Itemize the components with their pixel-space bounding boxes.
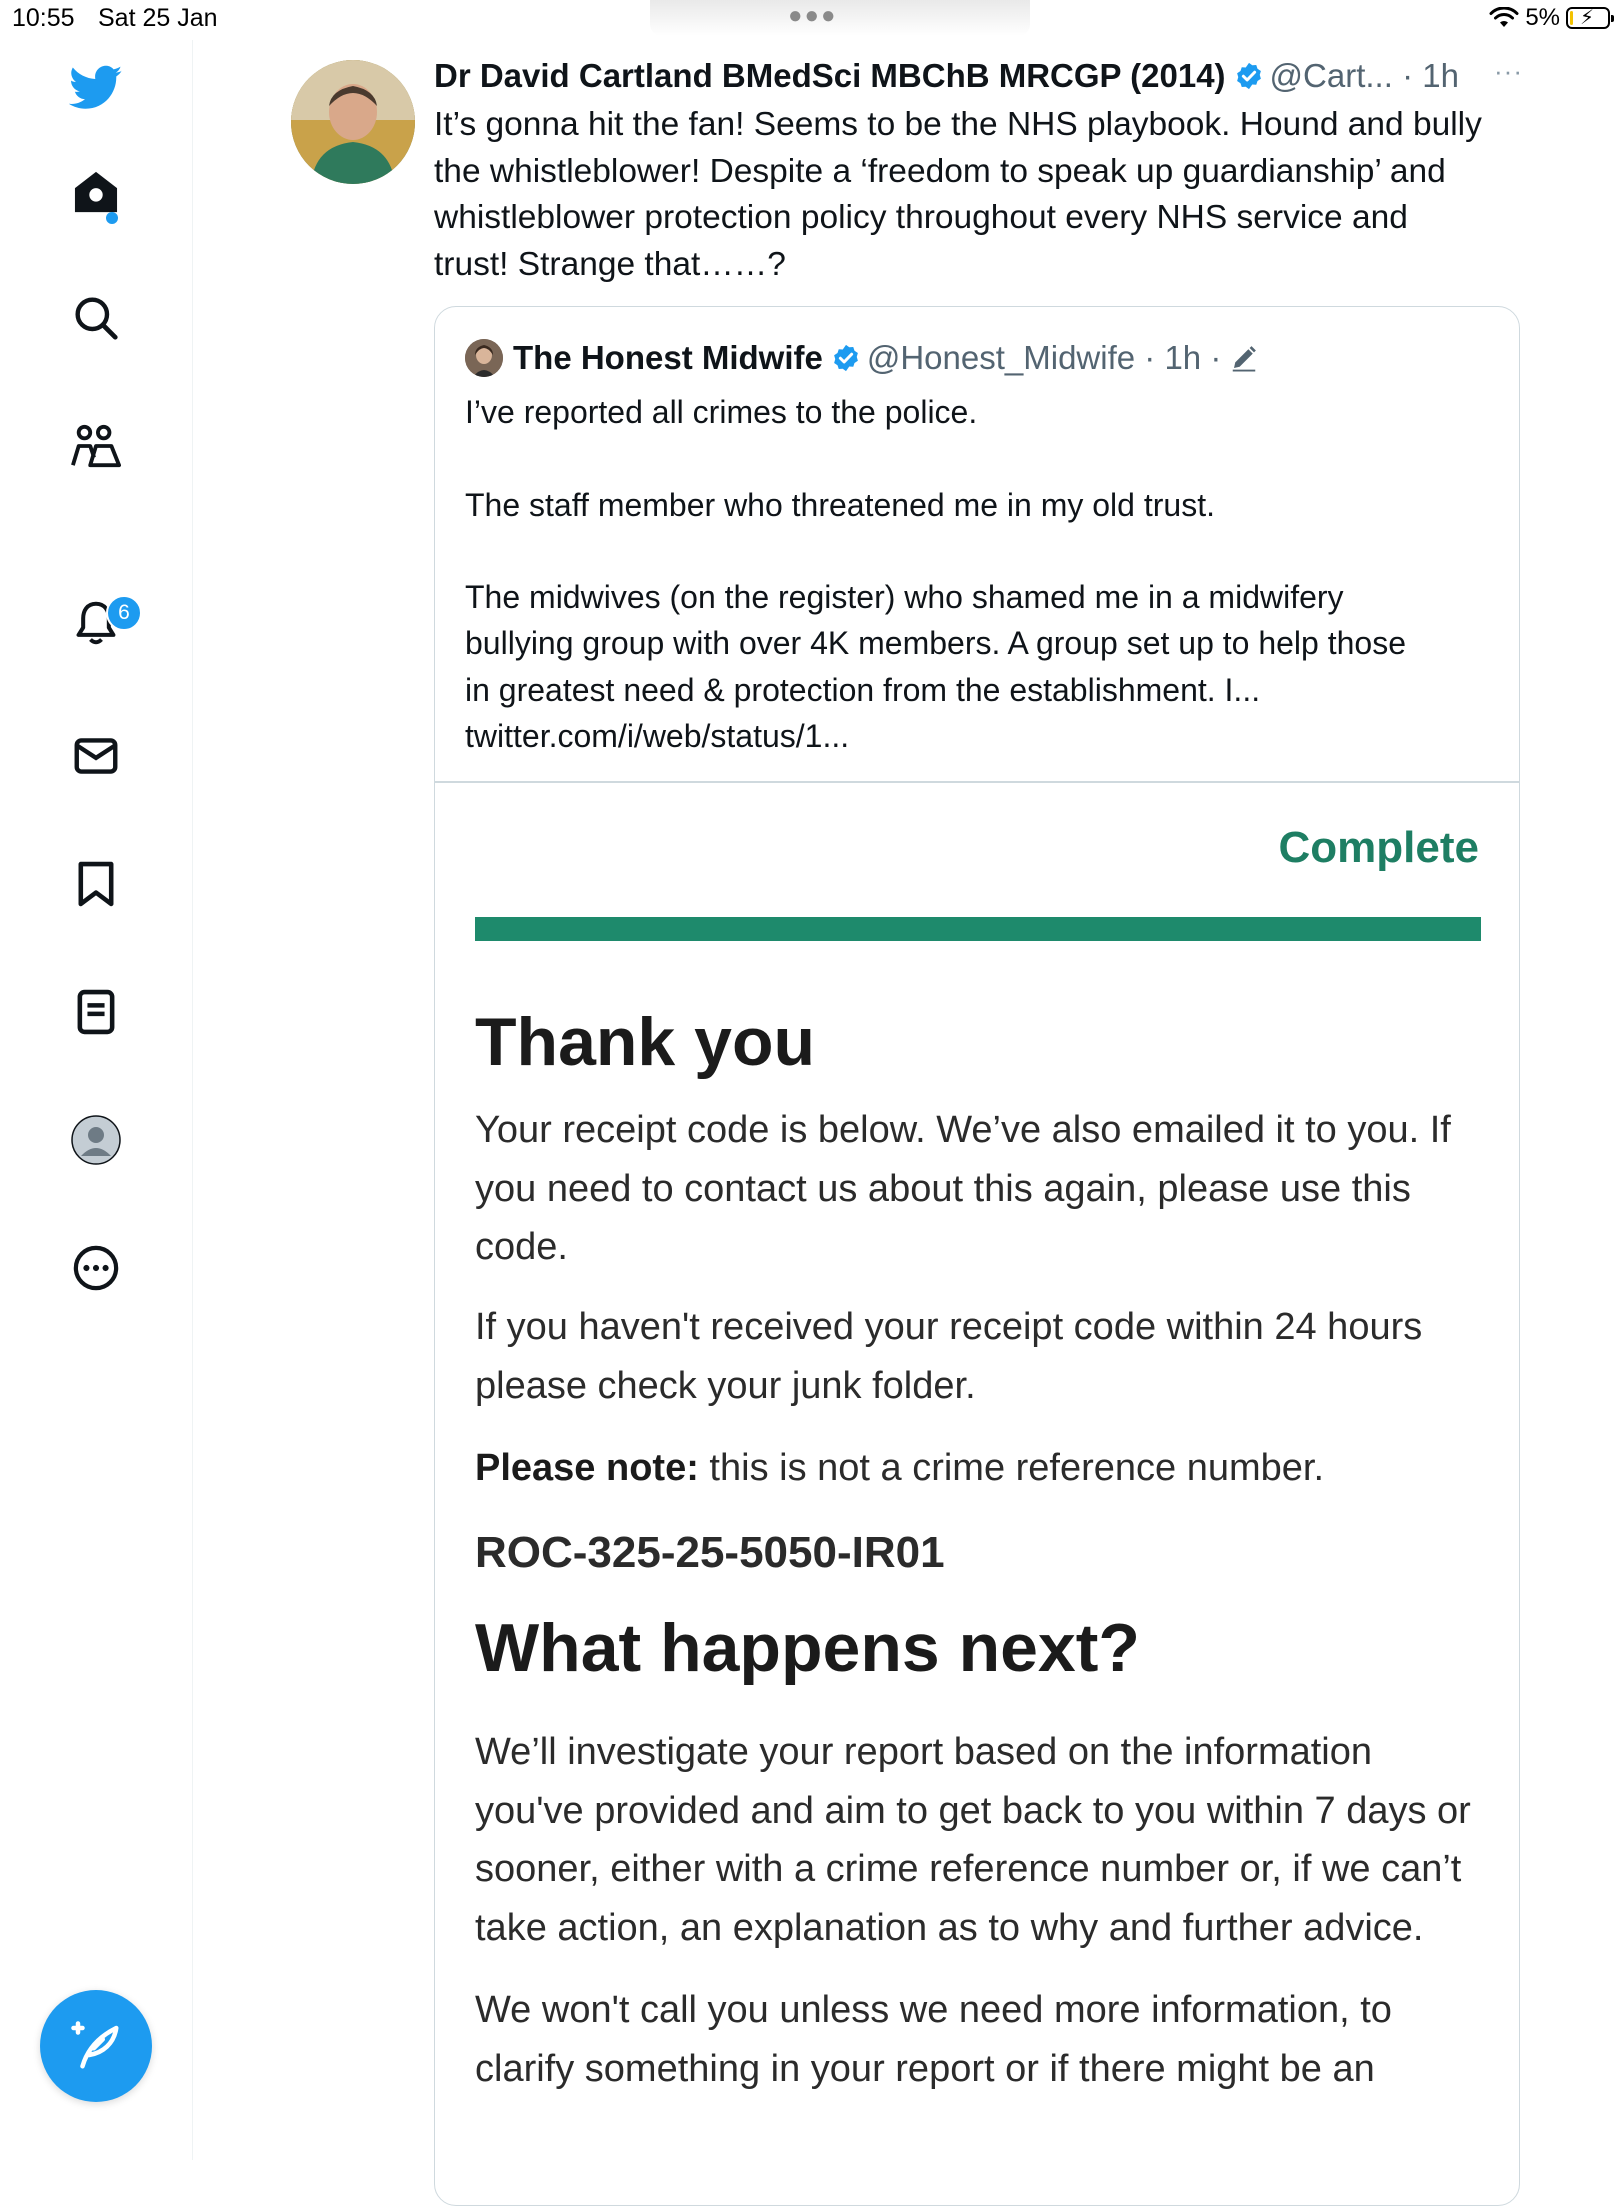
quoted-tweet[interactable] — [434, 306, 1520, 2206]
status-bar — [0, 0, 1620, 40]
quoted-author-name: The Honest Midwife — [513, 339, 823, 376]
form-note-label: Please note: — [475, 1447, 699, 1489]
lists-icon[interactable] — [60, 976, 132, 1048]
twitter-bird-icon[interactable] — [60, 52, 132, 124]
status-date: Sat 25 Jan — [98, 4, 218, 32]
quoted-divider — [435, 781, 1519, 783]
verified-badge-icon — [831, 343, 861, 373]
communities-icon[interactable] — [60, 410, 132, 482]
more-circle-icon[interactable] — [60, 1232, 132, 1304]
form-progress-bar — [475, 917, 1481, 941]
battery-icon: ⚡ — [1566, 7, 1610, 29]
multitasking-bar — [650, 0, 1030, 36]
quoted-tweet-text: I’ve reported all crimes to the police. The staff member who threatened me in my old trust. The midwives (on the register) who shamed me in a midwifery bullying group with over 4K members. A group set up to help those in greatest need & protection from the establishment. I... twitter.com/i/web/status/1... — [465, 394, 1406, 755]
profile-avatar-icon[interactable] — [60, 1104, 132, 1176]
edit-pencil-icon — [1229, 343, 1259, 373]
quoted-handle-time: @Honest_Midwife · 1h · — [866, 339, 1222, 376]
search-icon[interactable] — [60, 282, 132, 354]
tweet-handle-time[interactable]: @Cart... · 1h — [1269, 57, 1459, 94]
wifi-icon — [1489, 7, 1519, 29]
form-note-text: this is not a crime reference number. — [698, 1447, 1325, 1489]
verified-badge-icon — [1234, 61, 1264, 91]
status-right — [1489, 4, 1610, 32]
form-receipt-code: ROC-325-25-5050-IR01 — [475, 1528, 945, 1577]
compose-button[interactable] — [40, 1990, 152, 2102]
bookmark-icon[interactable] — [60, 848, 132, 920]
status-time: 10:55 — [12, 4, 75, 32]
form-progress-fill — [475, 917, 1481, 941]
sidebar — [0, 40, 193, 2160]
tweet-text: It’s gonna hit the fan! Seems to be the NHS playbook. Hound and bully the whistleblower! Despite a ‘freedom to speak up guardianship’ and whistleblower protection policy throughout every NHS service and trust! Strange that……? — [434, 106, 1482, 283]
form-heading-next: What happens next? — [475, 1610, 1140, 1686]
home-unread-dot — [106, 212, 118, 224]
form-note — [475, 1439, 1485, 1498]
form-paragraph-receipt: Your receipt code is below. We’ve also emailed it to you. If you need to contact us about this again, please use this code. — [475, 1109, 1451, 1268]
quoted-author-avatar — [465, 339, 503, 377]
form-paragraph-junk: If you haven't received your receipt code within 24 hours please check your junk folder. — [475, 1306, 1423, 1407]
form-title: Thank you — [475, 1004, 816, 1080]
notifications-badge: 6 — [106, 595, 142, 631]
quoted-tweet-header — [465, 337, 1259, 379]
battery-percent: 5% — [1525, 4, 1560, 31]
tweet-header — [434, 54, 1534, 98]
tweet-more-icon[interactable]: ··· — [1494, 56, 1523, 86]
compose-feather-icon — [69, 2019, 123, 2073]
form-paragraph-call: We won't call you unless we need more information, to clarify something in your report or if there might be an — [475, 1989, 1392, 2090]
tweet-author-name[interactable]: Dr David Cartland BMedSci MBChB MRCGP (2014) — [434, 57, 1226, 94]
form-status-label: Complete — [1278, 823, 1479, 872]
form-paragraph-investigate: We’ll investigate your report based on the information you've provided and aim to get back to you within 7 days or sooner, either with a crime reference number or, if we can’t take action, an explanation as to why and further advice. — [475, 1731, 1471, 1949]
tweet-author-avatar[interactable] — [291, 60, 415, 184]
mail-icon[interactable] — [60, 720, 132, 792]
multitasking-dots-icon[interactable]: ●●● — [788, 2, 838, 29]
home-icon[interactable] — [60, 156, 132, 228]
